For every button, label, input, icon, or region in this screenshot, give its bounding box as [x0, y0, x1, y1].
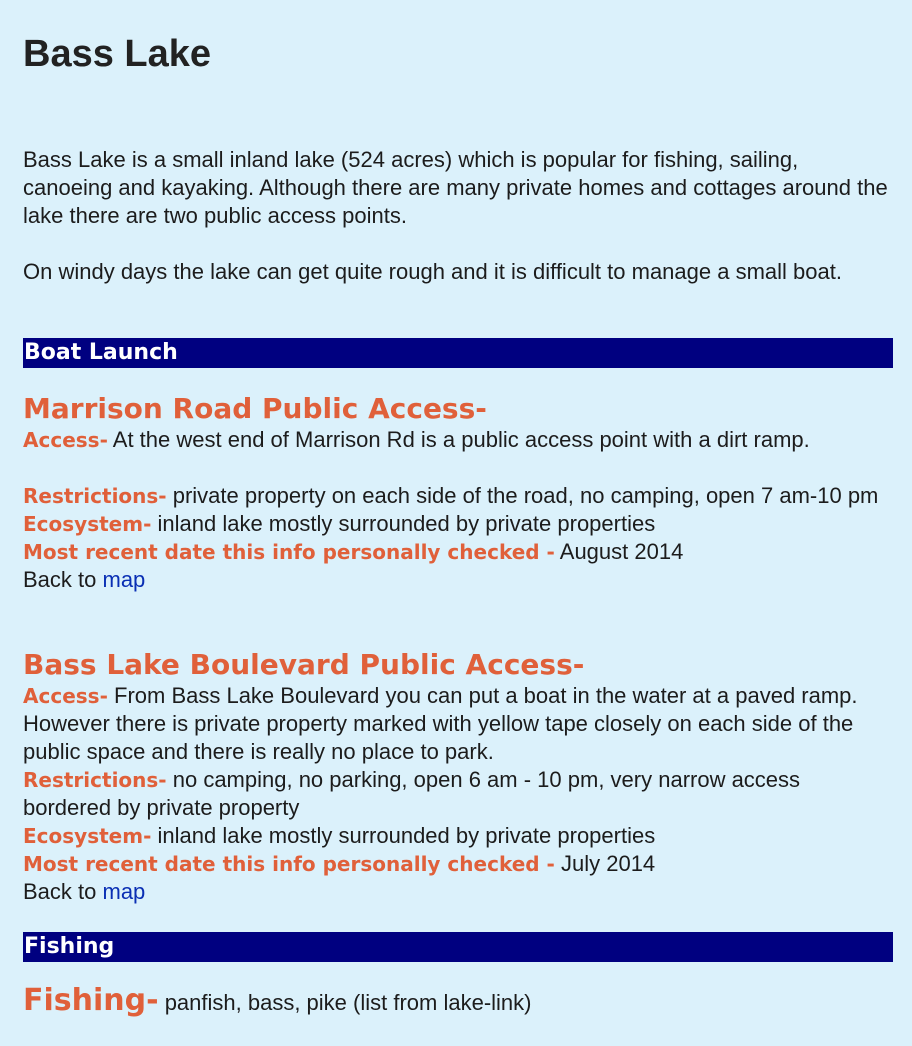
checked-line [23, 850, 893, 878]
restrictions-text: no camping, no parking, open 6 am - 10 pm, very narrow access bordered by private property [23, 767, 801, 820]
section-bar-fishing: Fishing [23, 932, 893, 962]
access-label: Access- [23, 428, 108, 452]
restrictions-line [23, 482, 893, 510]
ecosystem-text: inland lake mostly surrounded by private properties [157, 511, 656, 536]
fishing-line [23, 984, 893, 1018]
access-line [23, 426, 893, 454]
fishing-section [23, 984, 893, 1018]
page-title: Bass Lake [23, 33, 212, 75]
checked-label: Most recent date this info personally checked - [23, 852, 555, 876]
restrictions-label: Restrictions- [23, 768, 167, 792]
section-heading: Marrison Road Public Access- [23, 392, 487, 425]
checked-date: July 2014 [560, 851, 656, 876]
section-heading: Bass Lake Boulevard Public Access- [23, 648, 585, 681]
access-label: Access- [23, 684, 108, 708]
back-line [23, 878, 893, 906]
map-link[interactable]: map [102, 879, 146, 904]
checked-line [23, 538, 893, 566]
fishing-text: panfish, bass, pike (list from lake-link) [164, 990, 532, 1015]
ecosystem-text: inland lake mostly surrounded by private properties [157, 823, 656, 848]
restrictions-text: private property on each side of the road, no camping, open 7 am-10 pm [172, 483, 879, 508]
ecosystem-label: Ecosystem- [23, 512, 152, 536]
intro-paragraph: Bass Lake is a small inland lake (524 acres) which is popular for fishing, sailing, canoeing and kayaking. Although there are many private homes and cottages around the lake there are two public access points. [23, 147, 888, 228]
ecosystem-label: Ecosystem- [23, 824, 152, 848]
checked-date: August 2014 [559, 539, 684, 564]
section-bar-boat-launch: Boat Launch [23, 338, 893, 368]
access-text: At the west end of Marrison Rd is a public access point with a dirt ramp. [112, 427, 810, 452]
boulevard-section [23, 648, 893, 906]
intro-paragraph: On windy days the lake can get quite rough and it is difficult to manage a small boat. [23, 259, 842, 284]
restrictions-label: Restrictions- [23, 484, 167, 508]
marrison-road-section [23, 392, 893, 594]
intro [23, 146, 893, 286]
map-link[interactable]: map [102, 567, 146, 592]
access-line [23, 682, 893, 766]
ecosystem-line [23, 822, 893, 850]
back-line [23, 566, 893, 594]
access-text: From Bass Lake Boulevard you can put a boat in the water at a paved ramp. However there is private property marked with yellow tape closely on each side of the public space and there is really no place to park. [23, 683, 858, 764]
back-to-text: Back to [23, 879, 97, 904]
checked-label: Most recent date this info personally checked - [23, 540, 555, 564]
ecosystem-line [23, 510, 893, 538]
fishing-heading: Fishing- [23, 983, 159, 1018]
restrictions-line [23, 766, 893, 822]
back-to-text: Back to [23, 567, 97, 592]
